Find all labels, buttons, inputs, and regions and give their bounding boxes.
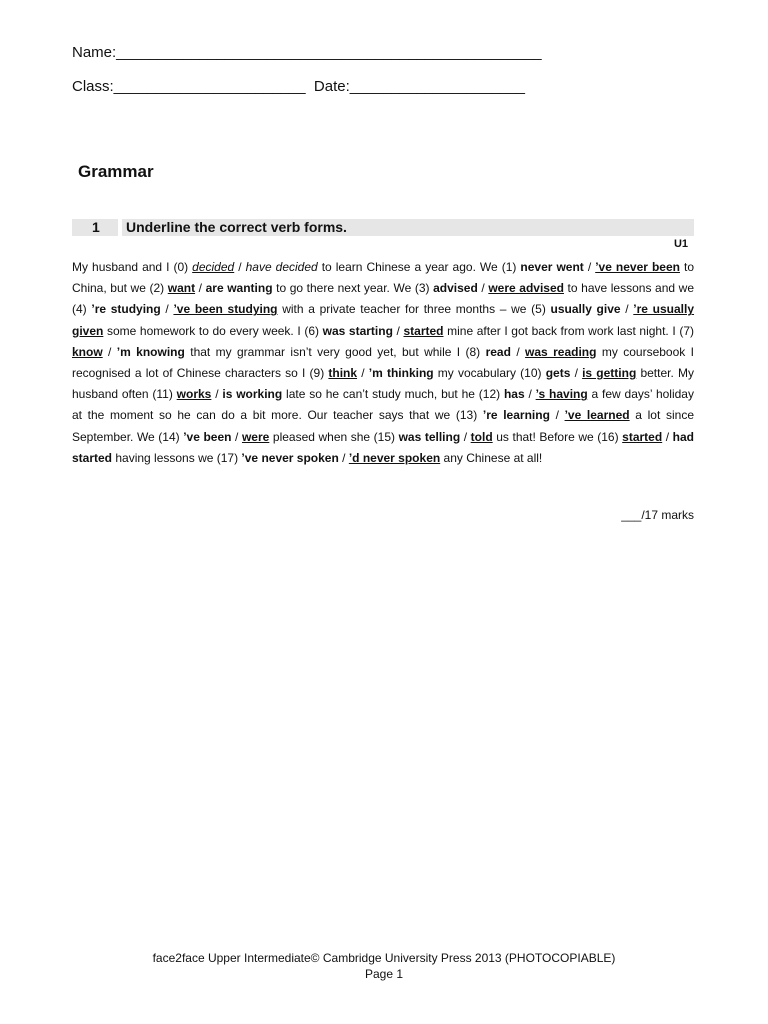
passage-text: / [160,302,174,317]
passage-text: to go there next year. We (3) [272,281,434,296]
passage-text: pleased when she (15) [269,429,399,444]
verb-option: has [503,387,525,402]
verb-option: ’m thinking [368,366,434,381]
correct-verb-option: started [622,429,663,444]
passage-text: a lot since September. We (14) [72,408,694,444]
exercise-instruction: Underline the correct verb forms. [126,219,347,235]
name-field [72,44,542,61]
verb-option: are wanting [205,281,273,296]
section-title: Grammar [78,162,154,181]
date-label: Date:_____________________ [313,78,525,95]
passage-text: / [620,302,634,317]
footer-page-number: Page 1 [364,967,404,981]
correct-verb-option: know [72,344,103,359]
passage-text: / [102,344,117,359]
verb-option: is working [222,387,283,402]
passage-text: / [357,366,369,381]
passage-text: a few days’ holiday at the moment so he can do a bit more. Our teacher says that we (13) [72,387,694,423]
correct-verb-option: ’ve learned [564,408,630,423]
correct-verb-option: is getting [582,366,637,381]
passage-text: any Chinese at all! [440,450,543,465]
correct-verb-option: works [176,387,212,402]
verb-option: ’ve been [183,429,232,444]
verb-option: had started [72,429,694,465]
verb-option: ’ve never spoken [241,450,339,465]
passage-text: / [583,260,596,274]
passage-text: late so he can’t study much, but he (12) [282,387,504,402]
passage-text: to China, but we (2) [72,260,694,296]
example-correct-option: decided [192,260,235,274]
correct-verb-option: were [241,429,270,444]
correct-verb-option: ’ve never been [595,260,680,274]
verb-option: was starting [322,323,393,338]
passage-text: better. My husband often (11) [72,366,694,402]
correct-verb-option: was reading [525,344,597,359]
passage-text: us that! Before we (16) [492,429,623,444]
correct-verb-option: ’ve been studying [173,302,278,317]
verb-option: gets [545,366,571,381]
verb-option: never went [520,260,584,274]
passage-text: / [231,429,242,444]
exercise-passage [72,257,694,469]
passage-text: / [477,281,489,296]
passage-text: having lessons we (17) [112,450,242,465]
exercise-number: 1 [92,219,100,235]
correct-verb-option: were advised [488,281,564,296]
passage-text: / [662,429,673,444]
footer-copyright: face2face Upper Intermediate© Cambridge University Press 2013 (PHOTOCOPIABLE) [152,951,616,965]
passage-text: / [549,408,565,423]
verb-option: advised [433,281,478,296]
example-option: have decided [245,260,318,274]
passage-text: my vocabulary (10) [433,366,546,381]
correct-verb-option: want [167,281,196,296]
marks-score: ___/17 marks [621,508,694,522]
verb-option: was telling [398,429,461,444]
passage-text: / [510,344,526,359]
correct-verb-option: ’s having [535,387,588,402]
passage-text: / [392,323,404,338]
passage-text: / [524,387,536,402]
passage-text: that my grammar isn’t very good yet, but while I (8) [184,344,486,359]
passage-text: with a private teacher for three months – we (5) [277,302,551,317]
class-label: Class:_______________________ [72,78,314,95]
passage-text: to have lessons and we (4) [72,281,694,317]
exercise-divider [118,219,122,236]
verb-option: ’re learning [482,408,550,423]
passage-text: some homework to do every week. I (6) [103,323,323,338]
passage-text: my coursebook I recognised a lot of Chinese characters so I (9) [72,344,694,381]
passage-text: / [570,366,583,381]
correct-verb-option: ’re usually given [72,302,695,338]
verb-option: ’re studying [91,302,161,317]
verb-option: read [485,344,511,359]
class-date-row [72,78,525,95]
passage-text: / [460,429,471,444]
passage-text: / [211,387,223,402]
correct-verb-option: ’d never spoken [348,450,441,465]
correct-verb-option: started [403,323,444,338]
passage-text: to learn Chinese a year ago. We (1) [317,260,521,274]
name-label: Name:___________________________________________________ [72,44,542,61]
passage-text: / [195,281,206,296]
correct-verb-option: told [470,429,493,444]
verb-option: usually give [550,302,621,317]
passage-text: / [338,450,349,465]
passage-text: My husband and I (0) [72,260,193,274]
passage-text: mine after I got back from work last night. I (7) [443,323,694,338]
passage-text: / [234,260,246,274]
verb-option: ’m knowing [116,344,185,359]
correct-verb-option: think [328,366,358,381]
unit-label: U1 [673,238,688,250]
exercise-header [72,219,694,236]
